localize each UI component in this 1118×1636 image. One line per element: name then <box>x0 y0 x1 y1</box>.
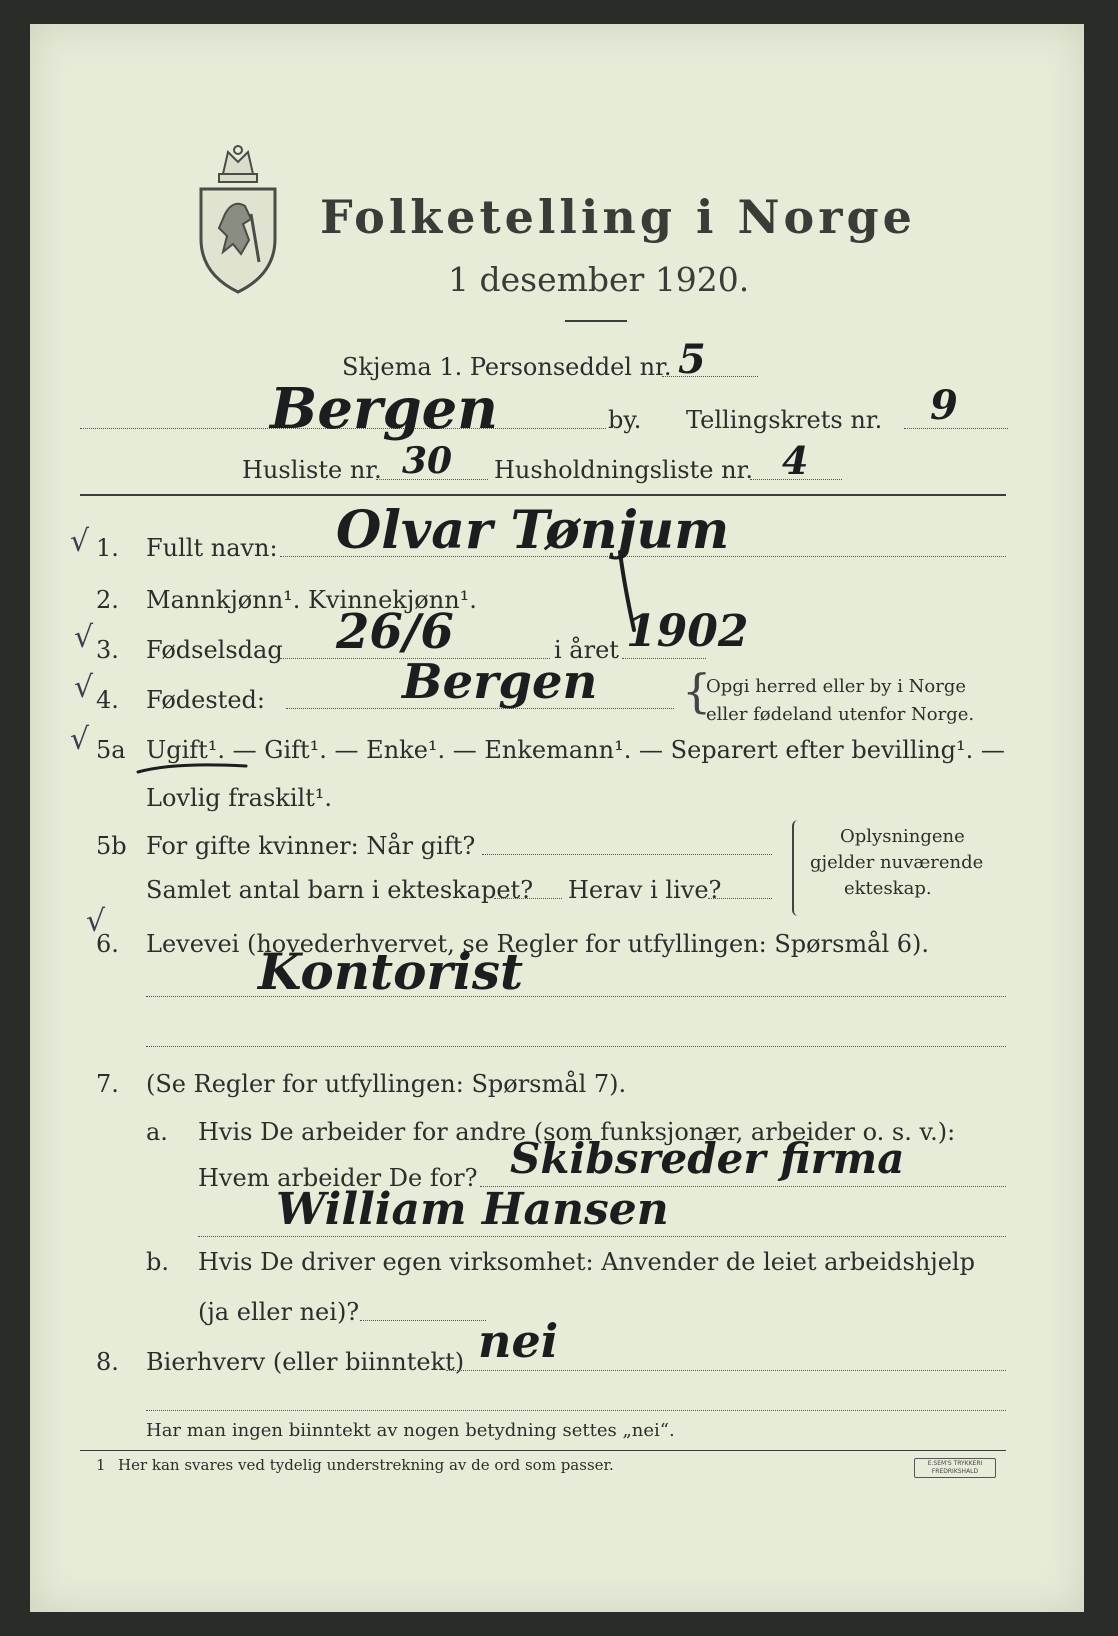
printer-stamp-line2: FREDRIKSHALD <box>931 1468 979 1475</box>
q7a-line1: Hvis De arbeider for andre (som funksjonær, arbeider o. s. v.): <box>198 1118 956 1146</box>
q5b-note-bracket <box>792 820 802 916</box>
secondary-income-value: nei <box>478 1314 559 1368</box>
employer-value-line1: Skibsreder firma <box>510 1134 905 1183</box>
tellingskrets-label: Tellingskrets nr. <box>686 406 883 434</box>
census-date: 1 desember 1920. <box>448 260 750 299</box>
q5b-note-line1: Oplysningene <box>840 826 965 847</box>
full-name-value: Olvar Tønjum <box>336 500 730 561</box>
husholdning-number: 4 <box>782 438 809 483</box>
husliste-number: 30 <box>402 440 453 482</box>
q5b-line2-children: Samlet antal barn i ekteskapet? <box>146 876 534 904</box>
q1-number: 1. <box>96 534 119 562</box>
q4-note-brace: { <box>682 664 712 718</box>
checkmark-4: √ <box>74 670 94 705</box>
q7b-line2: (ja eller nei)? <box>198 1298 360 1326</box>
q5b-number: 5b <box>96 832 127 860</box>
form-title: Folketelling i Norge <box>320 190 916 244</box>
q5b-note-line3: ekteskap. <box>844 878 932 899</box>
q5a-options: Ugift¹. — Gift¹. — Enke¹. — Enkemann¹. — Separert efter bevilling¹. — <box>146 736 1005 764</box>
q7b-line1: Hvis De driver egen virksomhet: Anvender de leiet arbeidshjelp <box>198 1248 975 1276</box>
q7a-letter: a. <box>146 1118 168 1146</box>
q7b-letter: b. <box>146 1248 169 1276</box>
q6-number: 6. <box>96 930 119 958</box>
q8-label: Bierhverv (eller biinntekt) <box>146 1348 465 1376</box>
q5a-options-line2: Lovlig fraskilt¹. <box>146 784 333 812</box>
employer-value-line2: William Hansen <box>276 1184 669 1235</box>
q4-label: Fødested: <box>146 686 265 714</box>
footnote-text: Her kan svares ved tydelig understrekning av de ord som passer. <box>118 1456 614 1474</box>
birthplace-value: Bergen <box>402 654 598 710</box>
birthdate-value: 26/6 <box>336 604 454 660</box>
q7a-line2: Hvem arbeider De for? <box>198 1164 478 1192</box>
q8-number: 8. <box>96 1348 119 1376</box>
q5b-line2-alive: Herav i live? <box>568 876 722 904</box>
q3-number: 3. <box>96 636 119 664</box>
occupation-value: Kontorist <box>258 942 524 1001</box>
header-rule <box>80 494 1006 496</box>
skjema-label: Skjema 1. Personseddel nr. <box>342 353 672 381</box>
q7-label: (Se Regler for utfyllingen: Spørsmål 7). <box>146 1070 627 1098</box>
city-value: Bergen <box>270 376 498 442</box>
footnote-rule <box>80 1450 1006 1451</box>
q2-label: Mannkjønn¹. Kvinnekjønn¹. <box>146 586 477 614</box>
checkmark-5a: √ <box>70 722 90 757</box>
q6-label: Levevei (hovederhvervet, se Regler for utfyllingen: Spørsmål 6). <box>146 930 930 958</box>
q2-number: 2. <box>96 586 119 614</box>
ugift-underline <box>134 754 254 778</box>
title-divider <box>565 320 627 322</box>
q7-number: 7. <box>96 1070 119 1098</box>
printer-stamp <box>914 1458 996 1478</box>
husholdning-label: Husholdningsliste nr. <box>494 456 753 484</box>
q4-note-line2: eller fødeland utenfor Norge. <box>706 704 975 725</box>
year-label: i året <box>554 636 619 664</box>
norway-coat-of-arms-icon <box>193 144 283 294</box>
printer-stamp-line1: E.SEM'S TRYKKERI <box>927 1460 983 1467</box>
checkmark-6: √ <box>86 904 106 939</box>
tellingskrets-number: 9 <box>930 382 958 429</box>
q4-number: 4. <box>96 686 119 714</box>
census-form-page <box>30 24 1084 1612</box>
q5b-note-line2: gjelder nuværende <box>810 852 984 873</box>
checkmark-1: √ <box>70 524 90 559</box>
by-label: by. <box>608 406 642 434</box>
husliste-label: Husliste nr. <box>242 456 382 484</box>
birth-year-value: 1902 <box>626 606 749 657</box>
footnote-mark: 1 <box>96 1456 106 1474</box>
q4-note-line1: Opgi herred eller by i Norge <box>706 676 967 697</box>
q1-label: Fullt navn: <box>146 534 278 562</box>
nei-instruction: Har man ingen biinntekt av nogen betydning settes „nei“. <box>146 1420 675 1441</box>
personseddel-number: 5 <box>678 336 706 383</box>
q3-label: Fødselsdag <box>146 636 283 664</box>
checkmark-3: √ <box>74 620 94 655</box>
q5b-line1: For gifte kvinner: Når gift? <box>146 832 476 860</box>
q5a-number: 5a <box>96 736 126 764</box>
